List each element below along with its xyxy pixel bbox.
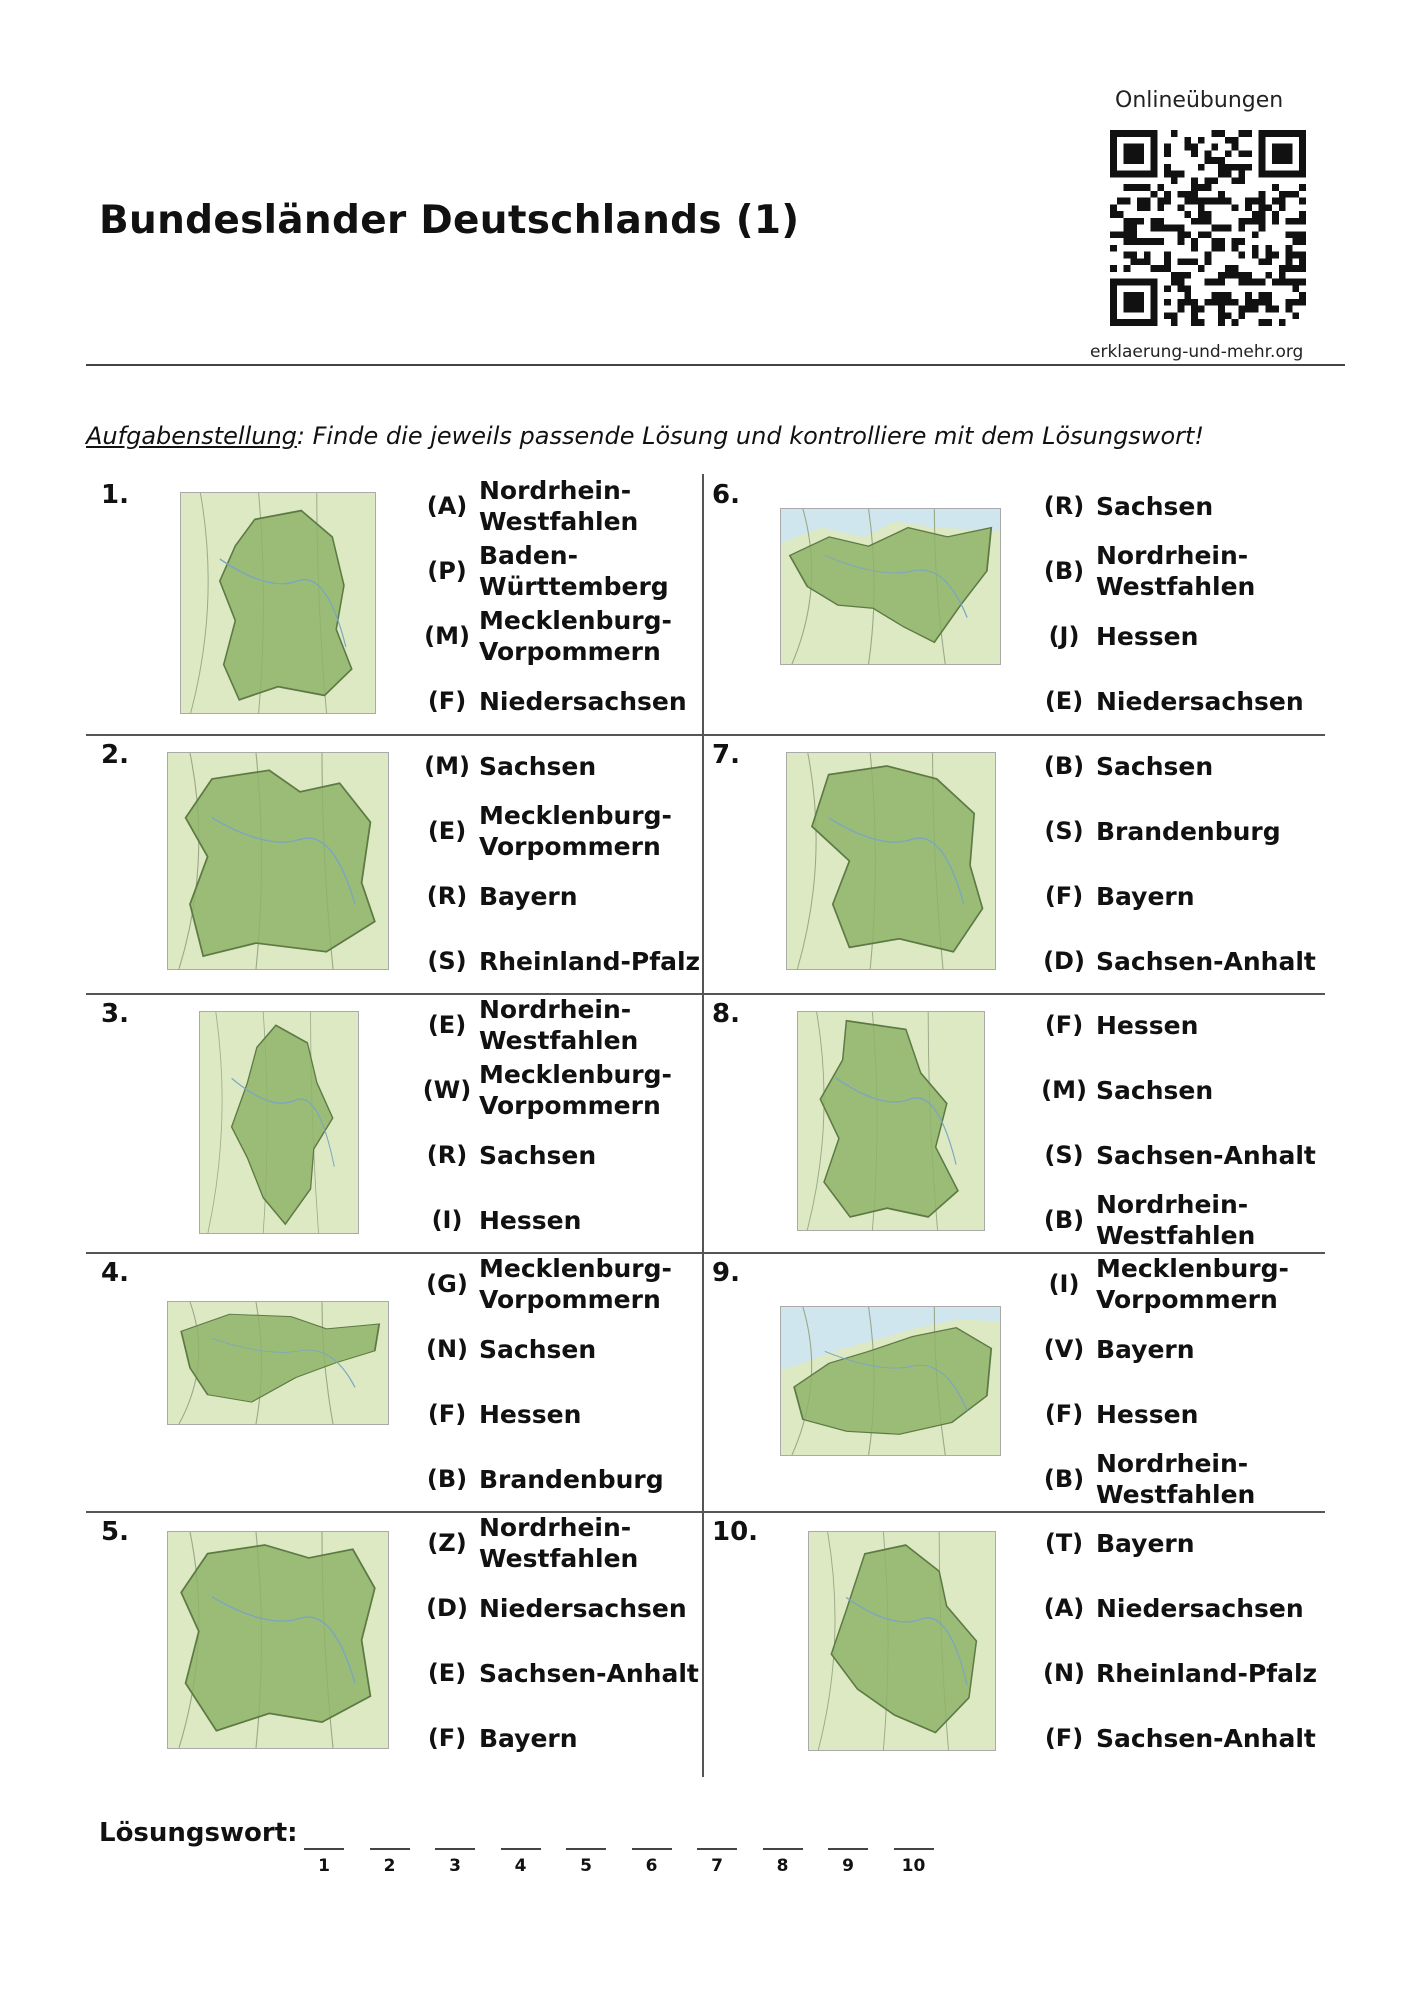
answer-option[interactable] xyxy=(1042,995,1302,1055)
option-state-name: Sachsen xyxy=(1096,491,1214,521)
solution-blank[interactable] xyxy=(632,1848,672,1850)
answer-option[interactable] xyxy=(425,476,685,536)
instruction-label: Aufgabenstellung xyxy=(86,422,297,450)
answer-option[interactable] xyxy=(1042,1060,1302,1120)
solution-blank-number: 5 xyxy=(580,1856,592,1876)
option-letter: (M) xyxy=(424,622,470,650)
solution-blank-number: 3 xyxy=(449,1856,461,1876)
answer-option[interactable] xyxy=(1042,736,1302,796)
option-letter: (R) xyxy=(426,1141,468,1169)
option-state-name: Sachsen-Anhalt xyxy=(1096,1140,1316,1170)
option-letter: (B) xyxy=(1043,1206,1085,1234)
option-state-name: Hessen xyxy=(1096,621,1199,651)
answer-option[interactable] xyxy=(425,931,701,991)
answer-option[interactable] xyxy=(1042,1319,1302,1379)
solution-blank-number: 6 xyxy=(645,1856,658,1876)
option-letter: (N) xyxy=(1042,1659,1086,1687)
option-letter: (B) xyxy=(1043,1465,1085,1493)
option-letter: (R) xyxy=(426,882,468,910)
question-number: 5. xyxy=(101,1517,129,1547)
website-label: erklaerung-und-mehr.org xyxy=(1090,342,1304,362)
header-divider xyxy=(86,364,1345,366)
solution-blank-number: 2 xyxy=(383,1856,396,1876)
answer-option[interactable] xyxy=(1042,1513,1302,1573)
answer-option[interactable] xyxy=(425,1125,685,1185)
answer-option[interactable] xyxy=(1042,1190,1302,1250)
answer-option[interactable] xyxy=(1042,541,1302,601)
option-letter: (S) xyxy=(427,947,467,975)
solution-blank[interactable] xyxy=(894,1848,934,1850)
answer-option[interactable] xyxy=(1042,801,1302,861)
answer-option[interactable] xyxy=(1042,866,1302,926)
question-number: 3. xyxy=(101,999,129,1029)
option-letter: (D) xyxy=(426,1594,468,1622)
state-map-image xyxy=(797,1011,985,1231)
question-number: 1. xyxy=(101,480,129,510)
solution-blank-number: 10 xyxy=(901,1856,926,1876)
option-state-name: Niedersachsen xyxy=(479,686,687,716)
option-letter: (W) xyxy=(422,1076,472,1104)
question-number: 6. xyxy=(712,480,740,510)
state-map-image xyxy=(167,1301,389,1425)
option-state-name: Rheinland-Pfalz xyxy=(1096,1658,1318,1688)
option-letter: (F) xyxy=(1044,1011,1084,1039)
option-letter: (J) xyxy=(1048,622,1080,650)
option-state-name: Mecklenburg- Vorpommern xyxy=(479,801,672,861)
solution-label: Lösungswort: xyxy=(99,1818,298,1848)
answer-option[interactable] xyxy=(1042,1578,1302,1638)
qr-label: Onlineübungen xyxy=(1115,88,1284,113)
state-map-image xyxy=(780,508,1001,665)
answer-option[interactable] xyxy=(425,1578,685,1638)
option-letter: (Z) xyxy=(427,1529,467,1557)
option-state-name: Mecklenburg- Vorpommern xyxy=(1096,1254,1289,1314)
option-letter: (M) xyxy=(1041,1076,1087,1104)
option-state-name: Hessen xyxy=(479,1399,582,1429)
state-map-image xyxy=(786,752,996,970)
answer-option[interactable] xyxy=(425,1708,685,1768)
option-letter: (M) xyxy=(424,752,470,780)
option-state-name: Nordrhein- Westfahlen xyxy=(1096,1190,1256,1250)
answer-option[interactable] xyxy=(422,1060,685,1120)
option-state-name: Mecklenburg- Vorpommern xyxy=(479,1060,672,1120)
question-number: 8. xyxy=(712,999,740,1029)
option-state-name: Brandenburg xyxy=(1096,816,1281,846)
qr-code[interactable] xyxy=(1110,130,1306,326)
option-state-name: Niedersachsen xyxy=(1096,686,1304,716)
solution-blank[interactable] xyxy=(370,1848,410,1850)
answer-option[interactable] xyxy=(1042,476,1302,536)
solution-blank-number: 7 xyxy=(711,1856,723,1876)
option-letter: (V) xyxy=(1043,1335,1085,1363)
option-letter: (B) xyxy=(1043,752,1085,780)
solution-blank[interactable] xyxy=(435,1848,475,1850)
option-state-name: Sachsen xyxy=(1096,751,1214,781)
option-letter: (F) xyxy=(1044,882,1084,910)
option-letter: (B) xyxy=(1043,557,1085,585)
option-letter: (F) xyxy=(1044,1400,1084,1428)
state-map-image xyxy=(167,1531,389,1749)
answer-option[interactable] xyxy=(425,606,685,666)
option-letter: (N) xyxy=(425,1335,469,1363)
solution-blank-number: 8 xyxy=(776,1856,789,1876)
answer-option[interactable] xyxy=(425,671,685,731)
option-state-name: Sachsen xyxy=(479,1334,597,1364)
option-state-name: Bayern xyxy=(1096,1334,1195,1364)
solution-blank[interactable] xyxy=(763,1848,803,1850)
answer-option[interactable] xyxy=(425,1513,685,1573)
answer-option[interactable] xyxy=(1042,1125,1316,1185)
option-state-name: Hessen xyxy=(1096,1010,1199,1040)
page-title: Bundesländer Deutschlands (1) xyxy=(99,198,800,243)
option-state-name: Sachsen xyxy=(479,751,597,781)
option-letter: (S) xyxy=(1044,817,1084,845)
option-state-name: Mecklenburg- Vorpommern xyxy=(479,606,672,666)
option-state-name: Nordrhein- Westfahlen xyxy=(479,995,639,1055)
solution-blank-number: 4 xyxy=(514,1856,527,1876)
answer-option[interactable] xyxy=(425,1449,685,1509)
question-number: 2. xyxy=(101,740,129,770)
option-letter: (P) xyxy=(427,557,467,585)
option-state-name: Niedersachsen xyxy=(1096,1593,1304,1623)
option-state-name: Sachsen-Anhalt xyxy=(1096,946,1316,976)
option-letter: (F) xyxy=(427,1724,467,1752)
option-letter: (E) xyxy=(427,1011,467,1039)
instruction-text: : Finde die jeweils passende Lösung und kontrolliere mit dem Lösungswort! xyxy=(296,422,1205,450)
answer-option[interactable] xyxy=(425,995,685,1055)
answer-option[interactable] xyxy=(1042,671,1302,731)
option-state-name: Nordrhein- Westfahlen xyxy=(1096,541,1256,601)
option-state-name: Sachsen xyxy=(479,1140,597,1170)
solution-blank-number: 9 xyxy=(842,1856,854,1876)
option-state-name: Sachsen-Anhalt xyxy=(1096,1723,1316,1753)
option-letter: (F) xyxy=(1044,1724,1084,1752)
answer-option[interactable] xyxy=(425,866,685,926)
option-state-name: Sachsen-Anhalt xyxy=(479,1658,699,1688)
option-state-name: Sachsen xyxy=(1096,1075,1214,1105)
answer-option[interactable] xyxy=(1042,1449,1302,1509)
question-number: 9. xyxy=(712,1258,740,1288)
option-state-name: Hessen xyxy=(479,1205,582,1235)
option-state-name: Nordrhein- Westfahlen xyxy=(1096,1449,1256,1509)
answer-option[interactable] xyxy=(425,1319,685,1379)
option-state-name: Baden- Württemberg xyxy=(479,541,669,601)
option-letter: (E) xyxy=(1044,687,1084,715)
option-letter: (D) xyxy=(1043,947,1085,975)
option-state-name: Bayern xyxy=(1096,1528,1195,1558)
option-letter: (S) xyxy=(1044,1141,1084,1169)
option-state-name: Rheinland-Pfalz xyxy=(479,946,701,976)
option-state-name: Niedersachsen xyxy=(479,1593,687,1623)
answer-option[interactable] xyxy=(1042,931,1316,991)
solution-blank[interactable] xyxy=(566,1848,606,1850)
state-map-image xyxy=(199,1011,359,1234)
option-letter: (I) xyxy=(1048,1270,1080,1298)
state-map-image xyxy=(808,1531,996,1751)
option-state-name: Mecklenburg- Vorpommern xyxy=(479,1254,672,1314)
option-state-name: Bayern xyxy=(1096,881,1195,911)
question-number: 10. xyxy=(712,1517,759,1547)
option-letter: (B) xyxy=(426,1465,468,1493)
option-state-name: Bayern xyxy=(479,1723,578,1753)
state-map-image xyxy=(180,492,376,714)
answer-option[interactable] xyxy=(425,1384,685,1444)
answer-option[interactable] xyxy=(425,736,685,796)
option-letter: (T) xyxy=(1044,1529,1084,1557)
question-number: 4. xyxy=(101,1258,129,1288)
state-map-image xyxy=(780,1306,1001,1456)
answer-option[interactable] xyxy=(425,1643,699,1703)
solution-blank[interactable] xyxy=(828,1848,868,1850)
answer-option[interactable] xyxy=(425,801,685,861)
option-letter: (E) xyxy=(427,817,467,845)
answer-option[interactable] xyxy=(1042,606,1302,666)
option-letter: (G) xyxy=(426,1270,468,1298)
answer-option[interactable] xyxy=(425,541,685,601)
option-state-name: Nordrhein- Westfahlen xyxy=(479,1513,639,1573)
option-letter: (F) xyxy=(427,687,467,715)
option-letter: (I) xyxy=(431,1206,463,1234)
answer-option[interactable] xyxy=(1042,1643,1318,1703)
solution-blank[interactable] xyxy=(697,1848,737,1850)
answer-option[interactable] xyxy=(1042,1384,1302,1444)
option-letter: (A) xyxy=(426,492,468,520)
option-state-name: Bayern xyxy=(479,881,578,911)
option-state-name: Brandenburg xyxy=(479,1464,664,1494)
option-letter: (F) xyxy=(427,1400,467,1428)
instruction xyxy=(86,422,1204,450)
option-state-name: Nordrhein- Westfahlen xyxy=(479,476,639,536)
option-state-name: Hessen xyxy=(1096,1399,1199,1429)
solution-blank-number: 1 xyxy=(318,1856,330,1876)
answer-option[interactable] xyxy=(1042,1254,1302,1314)
option-letter: (E) xyxy=(427,1659,467,1687)
solution-blank[interactable] xyxy=(304,1848,344,1850)
answer-option[interactable] xyxy=(425,1254,685,1314)
answer-option[interactable] xyxy=(425,1190,685,1250)
option-letter: (R) xyxy=(1043,492,1085,520)
question-number: 7. xyxy=(712,740,740,770)
solution-blank[interactable] xyxy=(501,1848,541,1850)
option-letter: (A) xyxy=(1043,1594,1085,1622)
answer-option[interactable] xyxy=(1042,1708,1316,1768)
state-map-image xyxy=(167,752,389,970)
